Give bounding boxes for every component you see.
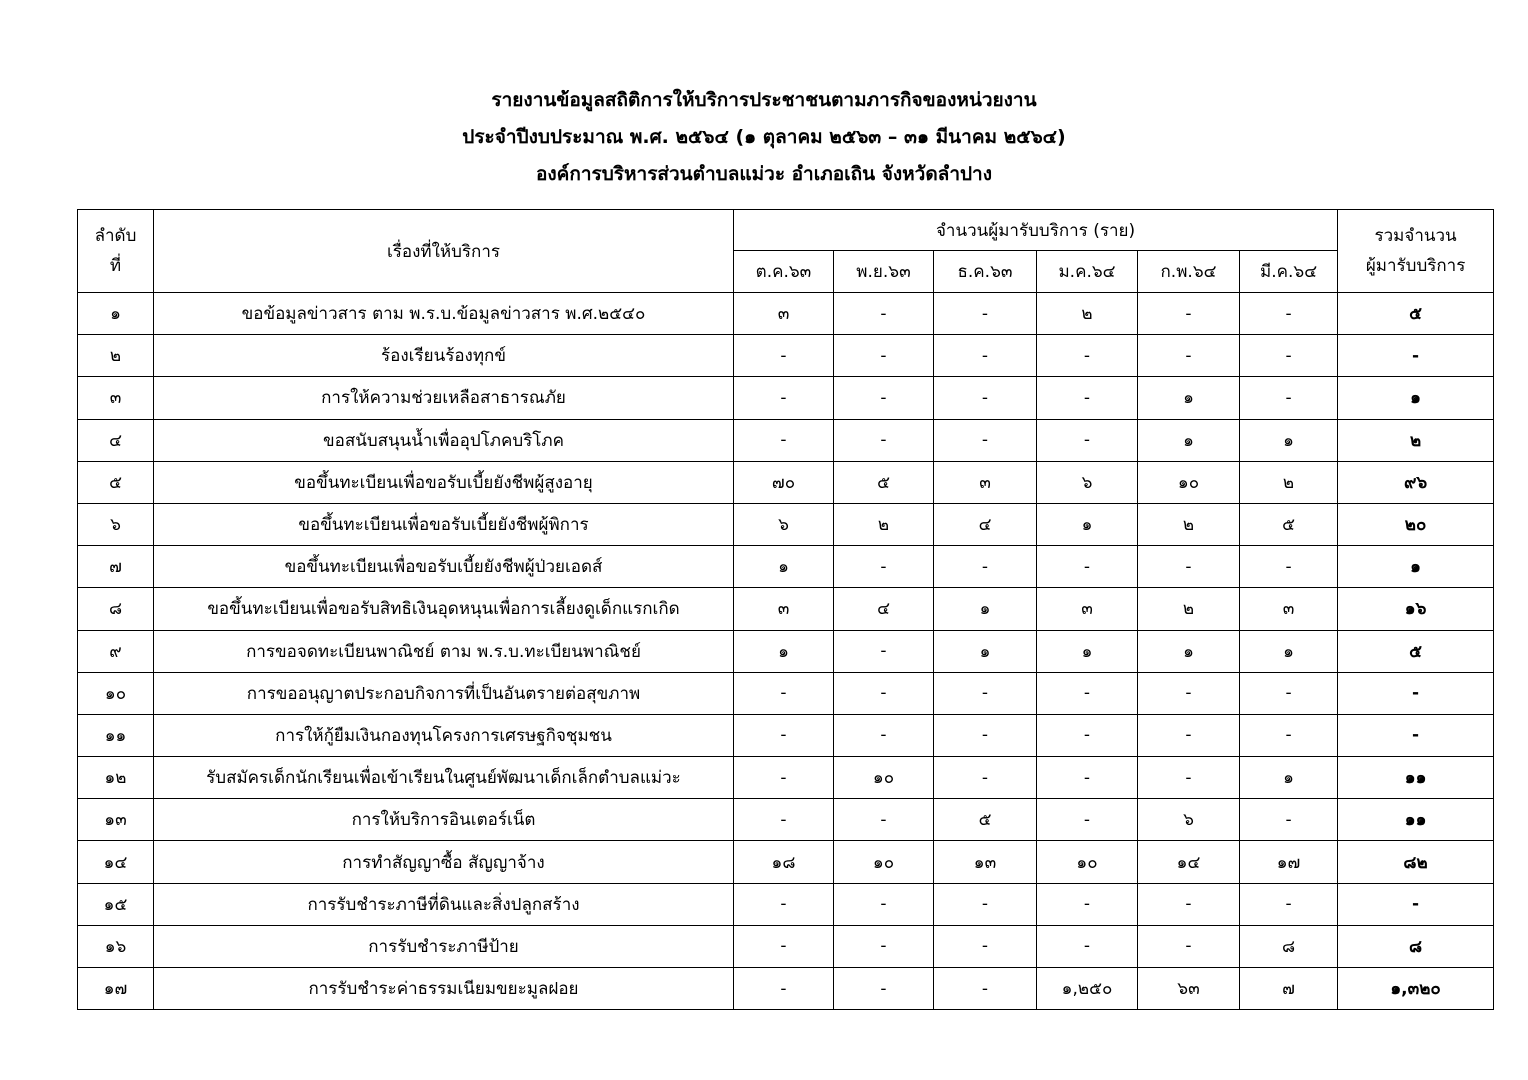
row-subject: การรับชำระภาษีป้าย [154, 925, 734, 967]
row-month-count: - [1138, 925, 1240, 967]
row-month-count: ๑๔ [1138, 841, 1240, 883]
row-month-count: - [934, 377, 1037, 419]
row-month-count: - [1240, 714, 1338, 756]
row-month-count: ๒ [1240, 461, 1338, 503]
row-month-count: - [1138, 714, 1240, 756]
table-row [78, 630, 1494, 672]
row-month-count: - [834, 799, 934, 841]
row-total: - [1338, 672, 1494, 714]
header-month: ก.พ.๖๔ [1138, 251, 1240, 293]
row-month-count: - [1240, 293, 1338, 335]
row-month-count: - [1138, 757, 1240, 799]
header-month: ธ.ค.๖๓ [934, 251, 1037, 293]
row-month-count: - [1240, 799, 1338, 841]
row-number: ๑ [78, 293, 154, 335]
row-month-count: - [1138, 672, 1240, 714]
row-total: ๑ [1338, 546, 1494, 588]
row-subject: ขอขึ้นทะเบียนเพื่อขอรับเบี้ยยังชีพผู้สูงอายุ [154, 461, 734, 503]
row-month-count: - [1240, 546, 1338, 588]
row-number: ๔ [78, 419, 154, 461]
row-month-count: - [834, 377, 934, 419]
header-month: ต.ค.๖๓ [734, 251, 834, 293]
row-month-count: - [734, 714, 834, 756]
title-line-1: รายงานข้อมูลสถิติการให้บริการประชาชนตามภารกิจของหน่วยงาน [491, 89, 1037, 111]
row-total: ๙๖ [1338, 461, 1494, 503]
row-month-count: - [1037, 883, 1138, 925]
row-month-count: ๒ [1138, 588, 1240, 630]
row-month-count: ๑ [1240, 419, 1338, 461]
header-subject: เรื่องที่ให้บริการ [154, 210, 734, 293]
row-subject: การขออนุญาตประกอบกิจการที่เป็นอันตรายต่อสุขภาพ [154, 672, 734, 714]
row-month-count: ๒ [834, 503, 934, 545]
row-month-count: ๑ [1240, 630, 1338, 672]
row-number: ๑๗ [78, 968, 154, 1010]
row-month-count: - [1037, 546, 1138, 588]
row-month-count: ๗ [1240, 968, 1338, 1010]
row-subject: ขอขึ้นทะเบียนเพื่อขอรับสิทธิเงินอุดหนุนเพื่อการเลี้ยงดูเด็กแรกเกิด [154, 588, 734, 630]
row-total: ๒ [1338, 419, 1494, 461]
header-no: ลำดับ ที่ [78, 210, 154, 293]
row-month-count: - [734, 799, 834, 841]
table-row [78, 799, 1494, 841]
row-month-count: ๑๓ [934, 841, 1037, 883]
row-month-count: - [734, 419, 834, 461]
table-row [78, 968, 1494, 1010]
row-month-count: - [834, 883, 934, 925]
row-month-count: - [934, 925, 1037, 967]
row-month-count: ๕ [934, 799, 1037, 841]
row-subject: การขอจดทะเบียนพาณิชย์ ตาม พ.ร.บ.ทะเบียนพาณิชย์ [154, 630, 734, 672]
row-month-count: - [1240, 377, 1338, 419]
table-row [78, 841, 1494, 883]
row-month-count: ๓ [934, 461, 1037, 503]
title-line-2: ประจำปีงบประมาณ พ.ศ. ๒๕๖๔ (๑ ตุลาคม ๒๕๖๓ – ๓๑ มีนาคม ๒๕๖๔) [462, 126, 1066, 148]
header-total: รวมจำนวน ผู้มารับบริการ [1338, 210, 1494, 293]
table-row [78, 925, 1494, 967]
header-row-1 [78, 210, 1494, 251]
row-month-count: ๓ [734, 293, 834, 335]
row-subject: ขอขึ้นทะเบียนเพื่อขอรับเบี้ยยังชีพผู้พิการ [154, 503, 734, 545]
row-month-count: ๑๐ [834, 841, 934, 883]
row-month-count: - [934, 546, 1037, 588]
row-number: ๑๑ [78, 714, 154, 756]
row-subject: ขอข้อมูลข่าวสาร ตาม พ.ร.บ.ข้อมูลข่าวสาร พ.ศ.๒๕๔๐ [154, 293, 734, 335]
row-subject: รับสมัครเด็กนักเรียนเพื่อเข้าเรียนในศูนย์พัฒนาเด็กเล็กตำบลแม่วะ [154, 757, 734, 799]
row-month-count: - [1037, 799, 1138, 841]
row-total: ๘ [1338, 925, 1494, 967]
table-row [78, 588, 1494, 630]
row-month-count: ๑ [934, 588, 1037, 630]
row-month-count: ๕ [834, 461, 934, 503]
table-row [78, 335, 1494, 377]
row-total: ๕ [1338, 293, 1494, 335]
row-month-count: - [1037, 714, 1138, 756]
row-month-count: ๑๐ [1037, 841, 1138, 883]
row-month-count: ๑๗ [1240, 841, 1338, 883]
row-month-count: - [834, 630, 934, 672]
row-month-count: - [734, 377, 834, 419]
service-statistics-table [77, 209, 1494, 1010]
row-month-count: ๑ [1138, 630, 1240, 672]
row-month-count: - [734, 757, 834, 799]
table-row [78, 503, 1494, 545]
row-total: ๑ [1338, 377, 1494, 419]
row-month-count: - [734, 925, 834, 967]
row-total: - [1338, 335, 1494, 377]
row-month-count: - [834, 293, 934, 335]
row-month-count: ๒ [1037, 293, 1138, 335]
row-month-count: ๑๐ [1138, 461, 1240, 503]
row-month-count: - [1240, 883, 1338, 925]
header-month: พ.ย.๖๓ [834, 251, 934, 293]
row-total: - [1338, 883, 1494, 925]
table-row [78, 714, 1494, 756]
row-month-count: - [834, 335, 934, 377]
row-month-count: ๑๘ [734, 841, 834, 883]
row-month-count: ๖ [734, 503, 834, 545]
table-body [78, 293, 1494, 1010]
row-number: ๒ [78, 335, 154, 377]
table-row [78, 883, 1494, 925]
header-month: ม.ค.๖๔ [1037, 251, 1138, 293]
row-total: ๑๖ [1338, 588, 1494, 630]
row-number: ๑๓ [78, 799, 154, 841]
row-month-count: ๑ [1138, 377, 1240, 419]
row-total: ๑๑ [1338, 799, 1494, 841]
table-row [78, 377, 1494, 419]
row-total: ๑,๓๒๐ [1338, 968, 1494, 1010]
table-row [78, 546, 1494, 588]
row-month-count: ๑,๒๕๐ [1037, 968, 1138, 1010]
row-month-count: ๑๐ [834, 757, 934, 799]
row-month-count: - [1138, 335, 1240, 377]
row-month-count: - [1240, 335, 1338, 377]
row-month-count: - [834, 419, 934, 461]
row-total: ๑๑ [1338, 757, 1494, 799]
row-month-count: - [934, 672, 1037, 714]
row-month-count: - [1037, 419, 1138, 461]
row-subject: การรับชำระภาษีที่ดินและสิ่งปลูกสร้าง [154, 883, 734, 925]
row-month-count: - [934, 757, 1037, 799]
row-month-count: ๑ [1037, 503, 1138, 545]
table-row [78, 461, 1494, 503]
row-month-count: - [734, 335, 834, 377]
row-subject: การรับชำระค่าธรรมเนียมขยะมูลฝอย [154, 968, 734, 1010]
row-month-count: ๖ [1138, 799, 1240, 841]
table-row [78, 419, 1494, 461]
table-row [78, 672, 1494, 714]
row-month-count: ๓ [734, 588, 834, 630]
table-row [78, 757, 1494, 799]
row-month-count: ๖ [1037, 461, 1138, 503]
row-number: ๑๐ [78, 672, 154, 714]
row-month-count: - [1037, 672, 1138, 714]
row-month-count: ๗๐ [734, 461, 834, 503]
row-month-count: - [934, 968, 1037, 1010]
row-subject: ขอสนับสนุนน้ำเพื่ออุปโภคบริโภค [154, 419, 734, 461]
row-number: ๘ [78, 588, 154, 630]
row-subject: ขอขึ้นทะเบียนเพื่อขอรับเบี้ยยังชีพผู้ป่วยเอดส์ [154, 546, 734, 588]
row-month-count: ๑ [1037, 630, 1138, 672]
row-month-count: ๖๓ [1138, 968, 1240, 1010]
row-month-count: - [1037, 335, 1138, 377]
row-total: ๘๒ [1338, 841, 1494, 883]
row-month-count: - [734, 883, 834, 925]
row-month-count: ๒ [1138, 503, 1240, 545]
row-month-count: - [834, 714, 934, 756]
row-number: ๙ [78, 630, 154, 672]
row-number: ๑๕ [78, 883, 154, 925]
row-month-count: - [1138, 883, 1240, 925]
row-month-count: - [934, 883, 1037, 925]
row-month-count: ๑ [934, 630, 1037, 672]
row-month-count: - [934, 293, 1037, 335]
row-month-count: - [1138, 546, 1240, 588]
row-month-count: ๑ [1138, 419, 1240, 461]
row-month-count: - [934, 419, 1037, 461]
row-month-count: - [834, 546, 934, 588]
row-month-count: ๔ [934, 503, 1037, 545]
row-month-count: - [734, 968, 834, 1010]
report-title [0, 82, 1528, 193]
row-month-count: ๕ [1240, 503, 1338, 545]
row-number: ๑๔ [78, 841, 154, 883]
row-month-count: ๘ [1240, 925, 1338, 967]
row-number: ๑๖ [78, 925, 154, 967]
row-month-count: - [1240, 672, 1338, 714]
row-total: - [1338, 714, 1494, 756]
row-subject: การทำสัญญาซื้อ สัญญาจ้าง [154, 841, 734, 883]
row-number: ๕ [78, 461, 154, 503]
row-month-count: - [834, 968, 934, 1010]
title-line-3: องค์การบริหารส่วนตำบลแม่วะ อำเภอเถิน จังหวัดลำปาง [535, 163, 993, 185]
row-number: ๑๒ [78, 757, 154, 799]
row-number: ๖ [78, 503, 154, 545]
row-subject: ร้องเรียนร้องทุกข์ [154, 335, 734, 377]
row-subject: การให้กู้ยืมเงินกองทุนโครงการเศรษฐกิจชุมชน [154, 714, 734, 756]
row-month-count: - [834, 672, 934, 714]
row-month-count: - [1037, 925, 1138, 967]
header-month-group: จำนวนผู้มารับบริการ (ราย) [734, 210, 1338, 251]
row-month-count: ๓ [1037, 588, 1138, 630]
row-month-count: - [1138, 293, 1240, 335]
row-month-count: ๓ [1240, 588, 1338, 630]
row-month-count: - [734, 672, 834, 714]
row-month-count: - [1037, 377, 1138, 419]
row-month-count: - [1037, 757, 1138, 799]
row-subject: การให้ความช่วยเหลือสาธารณภัย [154, 377, 734, 419]
row-number: ๗ [78, 546, 154, 588]
row-month-count: ๔ [834, 588, 934, 630]
row-month-count: - [934, 714, 1037, 756]
row-total: ๒๐ [1338, 503, 1494, 545]
row-total: ๕ [1338, 630, 1494, 672]
row-subject: การให้บริการอินเตอร์เน็ต [154, 799, 734, 841]
row-month-count: ๑ [734, 546, 834, 588]
row-month-count: - [834, 925, 934, 967]
table-row [78, 293, 1494, 335]
row-month-count: ๑ [734, 630, 834, 672]
row-month-count: - [934, 335, 1037, 377]
row-number: ๓ [78, 377, 154, 419]
header-month: มี.ค.๖๔ [1240, 251, 1338, 293]
row-month-count: ๑ [1240, 757, 1338, 799]
